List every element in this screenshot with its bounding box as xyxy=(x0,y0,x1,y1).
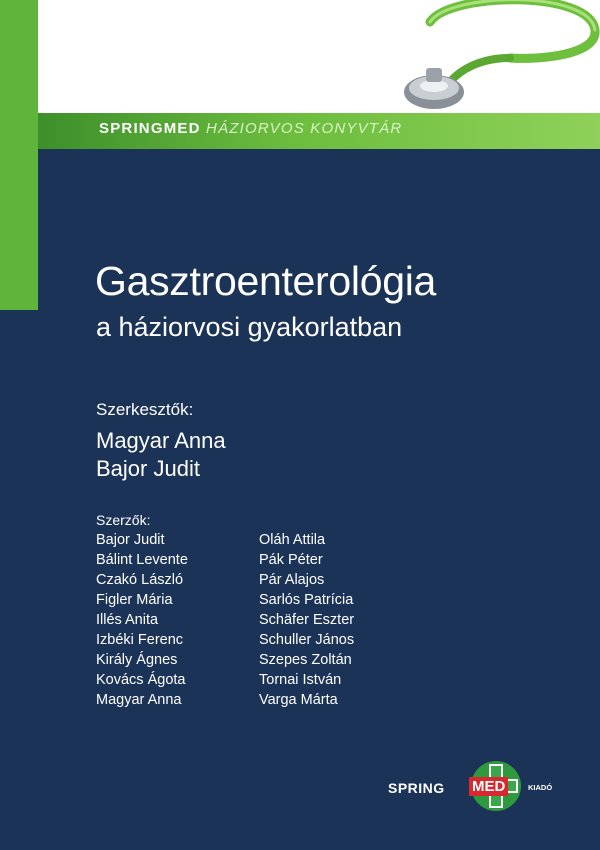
author-name: Czakó László xyxy=(96,572,184,588)
author-name: Király Ágnes xyxy=(96,652,178,668)
publisher-med: MED xyxy=(469,777,508,796)
editors-label: Szerkesztők: xyxy=(96,400,194,419)
author-name: Schäfer Eszter xyxy=(259,612,355,628)
author-name: Figler Mária xyxy=(96,592,173,608)
authors-column-left xyxy=(96,530,188,710)
book-subtitle: a háziorvosi gyakorlatban xyxy=(96,312,403,342)
author-name: Magyar Anna xyxy=(96,692,182,708)
author-name: Sarlós Patrícia xyxy=(259,592,354,608)
author-name: Kovács Ágota xyxy=(96,672,186,688)
series-title xyxy=(99,120,402,137)
editor-name: Bajor Judit xyxy=(96,456,200,481)
author-name: Pár Alajos xyxy=(259,572,325,588)
stethoscope-icon xyxy=(390,0,600,113)
author-name: Tornai István xyxy=(259,672,342,688)
author-name: Izbéki Ferenc xyxy=(96,632,184,648)
author-name: Schuller János xyxy=(259,632,355,648)
book-title: Gasztroenterológia xyxy=(95,258,437,304)
author-name: Bajor Judit xyxy=(96,532,165,548)
green-side-bar xyxy=(0,0,38,310)
author-name: Varga Márta xyxy=(259,692,338,708)
authors-column-right xyxy=(259,530,354,710)
publisher-kiado: KIADÓ xyxy=(528,783,553,792)
author-name: Szepes Zoltán xyxy=(259,652,352,668)
author-name: Bálint Levente xyxy=(96,552,188,568)
series-name: HÁZIORVOS KONYVTÁR xyxy=(206,120,403,137)
publisher-logo xyxy=(388,758,568,816)
author-name: Oláh Attila xyxy=(259,532,326,548)
authors-label: Szerzők: xyxy=(96,512,151,528)
author-name: Pák Péter xyxy=(259,552,323,568)
series-brand: SPRINGMED xyxy=(99,120,201,137)
editor-name: Magyar Anna xyxy=(96,428,226,453)
publisher-spring: SPRING xyxy=(388,780,445,796)
author-name: Illés Anita xyxy=(96,612,159,628)
